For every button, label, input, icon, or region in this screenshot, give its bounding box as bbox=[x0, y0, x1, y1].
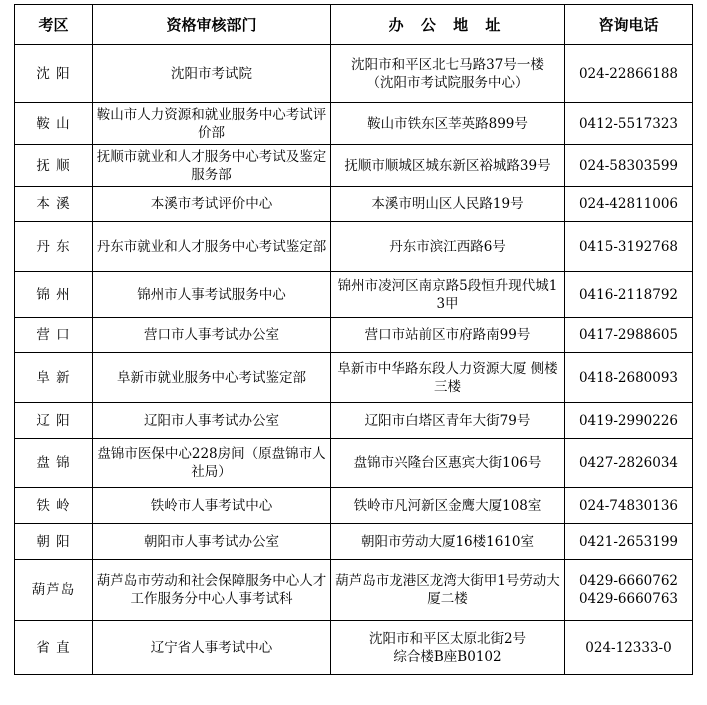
table-row bbox=[15, 145, 693, 187]
phone-cell bbox=[565, 560, 693, 621]
phone-number: 0412-5517323 bbox=[578, 115, 679, 132]
region-cell: 营 口 bbox=[15, 318, 93, 353]
phone-cell bbox=[565, 103, 693, 145]
region-cell: 铁 岭 bbox=[15, 488, 93, 524]
phone-cell bbox=[565, 45, 693, 103]
table-row bbox=[15, 488, 693, 524]
table-row bbox=[15, 439, 693, 488]
address-line: 葫芦岛市龙港区龙湾大街甲1号劳动大厦二楼 bbox=[335, 573, 560, 607]
department-cell: 铁岭市人事考试中心 bbox=[93, 488, 331, 524]
phone-number: 0429-6660762 bbox=[578, 573, 679, 589]
region-cell: 本 溪 bbox=[15, 187, 93, 222]
address-cell bbox=[331, 145, 565, 187]
address-line: 铁岭市凡河新区金鹰大厦108室 bbox=[353, 497, 542, 514]
address-line: 沈阳市和平区太原北街2号 bbox=[368, 630, 527, 647]
department-cell: 鞍山市人力资源和就业服务中心考试评价部 bbox=[93, 103, 331, 145]
region-cell: 抚 顺 bbox=[15, 145, 93, 187]
phone-cell bbox=[565, 318, 693, 353]
header-department: 资格审核部门 bbox=[93, 5, 331, 45]
region-cell: 朝 阳 bbox=[15, 524, 93, 560]
department-cell: 辽阳市人事考试办公室 bbox=[93, 403, 331, 439]
phone-cell bbox=[565, 353, 693, 403]
address-cell bbox=[331, 318, 565, 353]
department-cell: 朝阳市人事考试办公室 bbox=[93, 524, 331, 560]
address-cell bbox=[331, 272, 565, 318]
header-address: 办 公 地 址 bbox=[331, 5, 565, 45]
region-cell: 鞍 山 bbox=[15, 103, 93, 145]
phone-cell bbox=[565, 145, 693, 187]
table-row bbox=[15, 272, 693, 318]
address-line: 辽阳市白塔区青年大街79号 bbox=[364, 412, 531, 429]
table-row bbox=[15, 560, 693, 621]
region-cell: 葫芦岛 bbox=[15, 560, 93, 621]
phone-number: 0419-2990226 bbox=[578, 412, 679, 429]
address-line: 本溪市明山区人民路19号 bbox=[371, 196, 524, 212]
phone-number: 024-42811006 bbox=[578, 196, 679, 212]
address-line: 丹东市滨江西路6号 bbox=[389, 238, 506, 255]
table-body bbox=[15, 45, 693, 675]
phone-number: 0429-6660763 bbox=[578, 591, 679, 607]
table-row bbox=[15, 403, 693, 439]
address-line: 锦州市凌河区南京路5段恒升现代城13甲 bbox=[337, 277, 558, 312]
address-line: 盘锦市兴隆台区惠宾大街106号 bbox=[353, 455, 542, 471]
address-cell bbox=[331, 621, 565, 675]
phone-number: 0418-2680093 bbox=[578, 369, 679, 386]
address-line: 综合楼B座B0102 bbox=[393, 648, 502, 665]
address-cell bbox=[331, 488, 565, 524]
phone-number: 0421-2653199 bbox=[578, 533, 679, 550]
region-cell: 沈 阳 bbox=[15, 45, 93, 103]
header-row bbox=[15, 5, 693, 45]
phone-cell bbox=[565, 187, 693, 222]
phone-cell bbox=[565, 488, 693, 524]
table-row bbox=[15, 103, 693, 145]
address-line: 阜新市中华路东段人力资源大厦 侧楼三楼 bbox=[337, 360, 558, 395]
header-phone: 咨询电话 bbox=[565, 5, 693, 45]
region-cell: 锦 州 bbox=[15, 272, 93, 318]
phone-number: 0417-2988605 bbox=[578, 327, 679, 343]
table-row bbox=[15, 222, 693, 272]
department-cell: 辽宁省人事考试中心 bbox=[93, 621, 331, 675]
phone-cell bbox=[565, 621, 693, 675]
department-cell: 葫芦岛市劳动和社会保障服务中心人才工作服务分中心人事考试科 bbox=[93, 560, 331, 621]
address-line: 朝阳市劳动大厦16楼1610室 bbox=[360, 533, 535, 550]
phone-cell bbox=[565, 403, 693, 439]
table-row bbox=[15, 524, 693, 560]
department-cell: 沈阳市考试院 bbox=[93, 45, 331, 103]
address-cell bbox=[331, 45, 565, 103]
address-cell bbox=[331, 187, 565, 222]
table-row bbox=[15, 318, 693, 353]
header-region: 考区 bbox=[15, 5, 93, 45]
address-cell bbox=[331, 222, 565, 272]
phone-number: 024-12333-0 bbox=[585, 639, 672, 656]
region-cell: 阜 新 bbox=[15, 353, 93, 403]
address-line: 抚顺市顺城区城东新区裕城路39号 bbox=[344, 157, 551, 174]
exam-contact-table bbox=[14, 4, 693, 675]
phone-number: 0415-3192768 bbox=[578, 238, 679, 255]
table-row bbox=[15, 353, 693, 403]
address-cell bbox=[331, 560, 565, 621]
department-cell: 阜新市就业服务中心考试鉴定部 bbox=[93, 353, 331, 403]
department-cell: 营口市人事考试办公室 bbox=[93, 318, 331, 353]
table-row bbox=[15, 45, 693, 103]
region-cell: 盘 锦 bbox=[15, 439, 93, 488]
department-cell: 盘锦市医保中心228房间（原盘锦市人社局） bbox=[93, 439, 331, 488]
address-cell bbox=[331, 103, 565, 145]
region-cell: 丹 东 bbox=[15, 222, 93, 272]
phone-number: 0427-2826034 bbox=[578, 455, 679, 471]
region-cell: 辽 阳 bbox=[15, 403, 93, 439]
address-line: 鞍山市铁东区莘英路899号 bbox=[367, 115, 528, 132]
phone-cell bbox=[565, 222, 693, 272]
region-cell: 省 直 bbox=[15, 621, 93, 675]
table-row bbox=[15, 187, 693, 222]
phone-number: 024-58303599 bbox=[578, 157, 679, 174]
address-line: （沈阳市考试院服务中心） bbox=[366, 74, 529, 91]
address-line: 营口市站前区市府路南99号 bbox=[364, 327, 531, 343]
table-row bbox=[15, 621, 693, 675]
department-cell: 丹东市就业和人才服务中心考试鉴定部 bbox=[93, 222, 331, 272]
department-cell: 锦州市人事考试服务中心 bbox=[93, 272, 331, 318]
address-cell bbox=[331, 439, 565, 488]
address-cell bbox=[331, 524, 565, 560]
address-cell bbox=[331, 403, 565, 439]
phone-cell bbox=[565, 272, 693, 318]
phone-number: 0416-2118792 bbox=[578, 286, 679, 303]
department-cell: 抚顺市就业和人才服务中心考试及鉴定服务部 bbox=[93, 145, 331, 187]
department-cell: 本溪市考试评价中心 bbox=[93, 187, 331, 222]
address-line: 沈阳市和平区北七马路37号一楼 bbox=[351, 56, 544, 73]
phone-cell bbox=[565, 524, 693, 560]
phone-number: 024-22866188 bbox=[578, 65, 679, 82]
address-cell bbox=[331, 353, 565, 403]
phone-number: 024-74830136 bbox=[578, 497, 679, 514]
phone-cell bbox=[565, 439, 693, 488]
